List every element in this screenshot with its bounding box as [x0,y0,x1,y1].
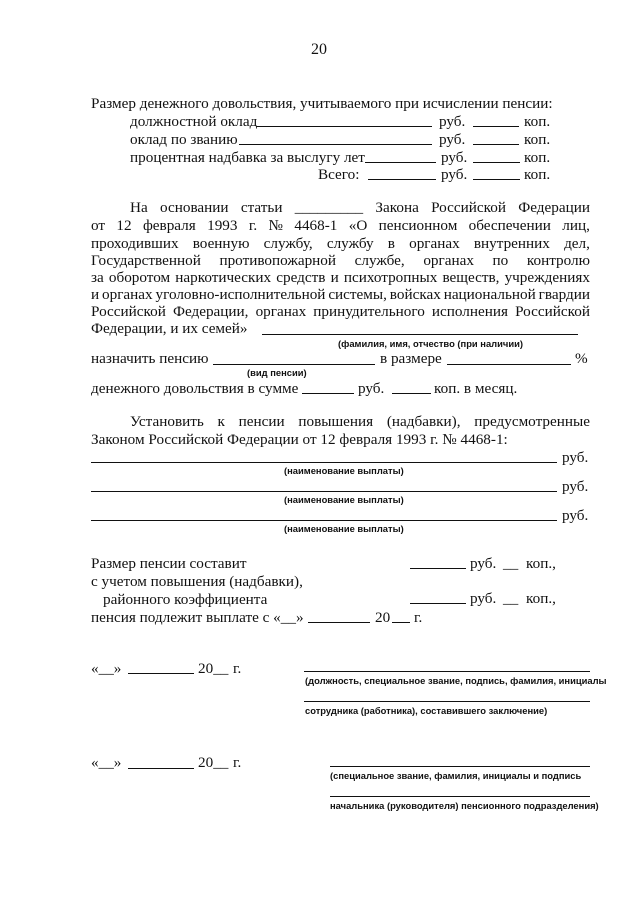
supplement-1-hint: (наименование выплаты) [284,465,404,476]
total-rub: руб. [441,166,468,183]
sig1-month-field[interactable] [128,673,194,674]
salary-label: должностной оклад [130,113,258,130]
total-kop-field[interactable] [473,179,520,180]
sig1-hint-2: сотрудника (работника), составившего заключение) [305,705,548,716]
fio-hint: (фамилия, имя, отчество (при наличии) [338,338,523,349]
page-number: 20 [311,41,327,58]
total-pension-kop: коп., [526,555,556,572]
rank-pay-field[interactable] [239,144,432,145]
rank-pay-label: оклад по званию [130,131,238,148]
salary-rub: руб. [439,113,466,130]
rank-pay-rub: руб. [439,131,466,148]
allowance-heading: Размер денежного довольствия, учитываемого при исчислении пенсии: [91,95,553,112]
assign-pension-label: назначить пенсию [91,350,209,367]
supplement-2-rub: руб. [562,478,589,495]
allowance-sum-rub: руб. [358,380,385,397]
sig1-signature-line-2[interactable] [304,701,590,702]
sig2-month-field[interactable] [128,768,194,769]
allowance-sum-kop: коп. в месяц. [434,380,518,397]
payment-start-label: пенсия подлежит выплате с «__» [91,609,304,626]
seniority-kop: коп. [524,149,551,166]
total-pension-rub-field[interactable] [410,568,466,569]
supplements-line-1: Установить к пенсии повышения (надбавки), предусмотренные [130,413,590,430]
sig1-year[interactable]: 20__ [198,660,229,677]
supplement-1-rub: руб. [562,449,589,466]
basis-line-6: и органах уголовно-исполнительной системы, войсках национальной гвардии [91,286,590,303]
sig2-year[interactable]: 20__ [198,754,229,771]
salary-kop-field[interactable] [473,126,519,127]
sig1-signature-line[interactable] [304,671,590,672]
allowance-sum-kop-field[interactable] [392,393,431,394]
total-pension-rub: руб. [470,555,497,572]
supplement-2-hint: (наименование выплаты) [284,494,404,505]
supplements-line-2: Законом Российской Федерации от 12 февраля 1993 г. № 4468-1: [91,431,508,448]
percent-field[interactable] [447,364,571,365]
sig2-g: г. [233,754,242,771]
seniority-label: процентная надбавка за выслугу лет [130,149,365,166]
basis-line-1: На основании статьи _________ Закона Российской Федерации [130,199,590,216]
supplement-2-field[interactable] [91,491,557,492]
regional-rub-field[interactable] [410,603,466,604]
supplement-3-rub: руб. [562,507,589,524]
sig2-date-day[interactable]: «__» [91,754,122,771]
rank-pay-kop: коп. [524,131,551,148]
regional-kop-blank[interactable]: __ [503,590,519,607]
payment-year-prefix: 20 [375,609,391,626]
total-field[interactable] [368,179,436,180]
salary-kop: коп. [524,113,551,130]
basis-line-7: Российской Федерации, органах принудительного исполнения Российской [91,303,590,320]
basis-line-4: Государственной противопожарной службе, органах по контролю [91,252,590,269]
rank-pay-kop-field[interactable] [473,144,519,145]
fio-field[interactable] [262,334,578,335]
seniority-kop-field[interactable] [473,162,520,163]
sig1-hint-1: (должность, специальное звание, подпись, фамилия, инициалы [305,675,607,686]
regional-rub: руб. [470,590,497,607]
pension-type-field[interactable] [213,364,375,365]
amount-label: в размере [380,350,442,367]
with-supplement-label: с учетом повышения (надбавки), [91,573,303,590]
supplement-3-hint: (наименование выплаты) [284,523,404,534]
supplement-1-field[interactable] [91,462,557,463]
payment-month-field[interactable] [308,622,370,623]
seniority-rub: руб. [441,149,468,166]
total-pension-kop-blank[interactable]: __ [503,555,519,572]
sig2-signature-line[interactable] [330,766,590,767]
pension-type-hint: (вид пенсии) [247,367,307,378]
sig1-date-day[interactable]: «__» [91,660,122,677]
sig2-hint-2: начальника (руководителя) пенсионного подразделения) [330,800,599,811]
sig2-hint-1: (специальное звание, фамилия, инициалы и подпись [330,770,582,781]
percent-sign: % [575,350,588,367]
allowance-sum-label: денежного довольствия в сумме [91,380,299,397]
seniority-field[interactable] [365,162,436,163]
basis-line-8: Федерации, и их семей» [91,320,248,337]
payment-year-suffix: г. [414,609,423,626]
payment-year-field[interactable] [392,622,410,623]
basis-line-5: за оборотом наркотических средств и психотропных веществ, учреждениях [91,269,590,286]
regional-kop: коп., [526,590,556,607]
total-label: Всего: [318,166,360,183]
basis-line-3: проходивших военную службу, службу в органах внутренних дел, [91,235,590,252]
total-kop: коп. [524,166,551,183]
basis-line-2: от 12 февраля 1993 г. № 4468-1 «О пенсионном обеспечении лиц, [91,217,590,234]
supplement-3-field[interactable] [91,520,557,521]
total-pension-label: Размер пенсии составит [91,555,247,572]
salary-field[interactable] [256,126,432,127]
sig1-g: г. [233,660,242,677]
allowance-sum-rub-field[interactable] [302,393,354,394]
regional-coef-label: районного коэффициента [103,591,268,608]
sig2-signature-line-2[interactable] [330,796,590,797]
